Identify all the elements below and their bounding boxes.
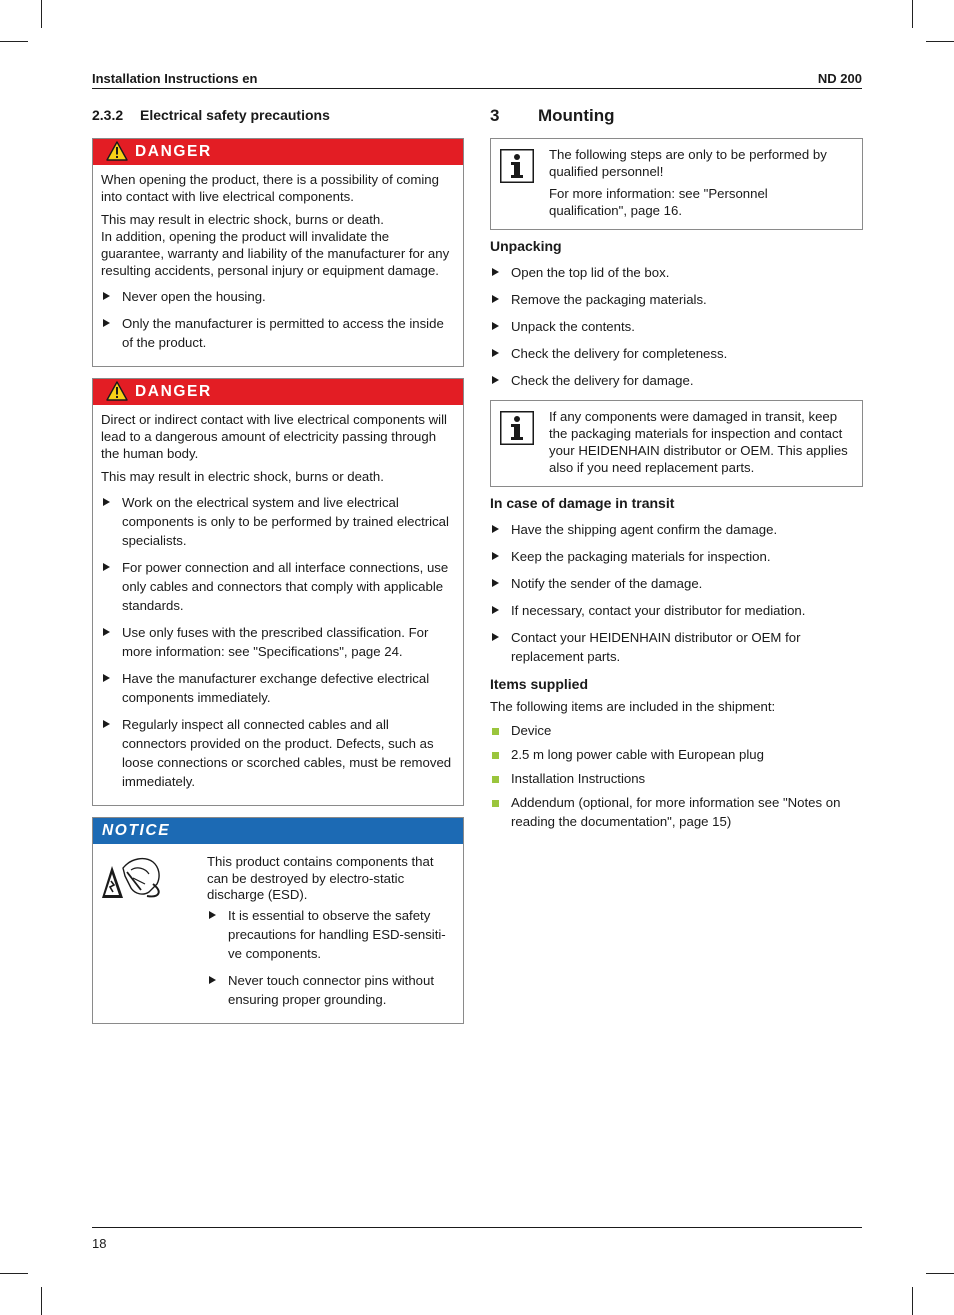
header-doc-title: Installation Instructions en: [92, 71, 258, 86]
section-number: 2.3.2: [92, 107, 124, 123]
damage-heading: In case of damage in transit: [490, 495, 675, 511]
info-text: For more information: see "Personnel qualification", page 16.: [549, 186, 768, 218]
list-item: For power connection and all interface connections, use only cables and connectors that comply with applicable standards.: [101, 558, 455, 615]
info-icon: [500, 411, 534, 445]
list-item: Unpack the contents.: [490, 317, 863, 336]
crop-mark: [41, 0, 42, 28]
danger-body: [93, 165, 463, 366]
list-item: 2.5 m long power cable with European plug: [490, 745, 863, 764]
danger-list: [101, 493, 455, 791]
danger-body: [93, 405, 463, 805]
crop-mark: [926, 1273, 954, 1274]
list-item: Contact your HEIDENHAIN distributor or OEM for replacement parts.: [490, 628, 863, 666]
damage-list: [490, 520, 863, 666]
danger-label: DANGER: [135, 383, 212, 400]
info-box-qualification: [490, 138, 863, 230]
list-item: Check the delivery for completeness.: [490, 344, 863, 363]
info-box-damage: [490, 400, 863, 487]
danger-text: Direct or indirect contact with live electrical components will lead to a dangerous amount of electricity passing through the human body.: [101, 412, 447, 461]
section-title: Electrical safety precautions: [140, 107, 330, 123]
danger-list: [101, 287, 455, 352]
supplied-intro: The following items are included in the shipment:: [490, 699, 776, 714]
list-item: Addendum (optional, for more information see "Notes on reading the documentation", page 15): [490, 793, 863, 831]
crop-mark: [0, 1273, 28, 1274]
page-number: 18: [92, 1236, 107, 1251]
danger-box-2: [92, 378, 464, 806]
supplied-list: [490, 721, 863, 831]
unpacking-list: [490, 263, 863, 390]
list-item: Only the manufacturer is permitted to access the inside of the product.: [101, 314, 455, 352]
list-item: If necessary, contact your distributor for mediation.: [490, 601, 863, 620]
page-header: [92, 68, 862, 89]
notice-box: [92, 817, 464, 1024]
danger-text: In addition, opening the product will invalidate the guarantee, warranty and liability of the manufacturer for any resulting accidents, personal injury or equipment damage.: [101, 229, 450, 278]
warning-triangle-icon: [106, 141, 128, 161]
footer-divider: [92, 1227, 862, 1228]
info-text: If any components were damaged in transit, keep the packaging materials for inspection and contact your HEIDENHAIN distributor or OEM. This applies also if you need replacement parts.: [549, 409, 848, 475]
list-item: Never touch connector pins without ensuring proper grounding.: [207, 971, 455, 1009]
section-heading: [92, 107, 464, 124]
list-item: Have the shipping agent confirm the damage.: [490, 520, 863, 539]
crop-mark: [912, 1287, 913, 1315]
header-product: ND 200: [817, 71, 862, 86]
left-column: [92, 105, 464, 1035]
notice-body: [93, 844, 463, 1023]
right-column: [490, 105, 863, 836]
danger-text: This may result in electric shock, burns or death.: [101, 469, 384, 484]
list-item: Installation Instructions: [490, 769, 863, 788]
notice-header: [93, 818, 463, 844]
crop-mark: [912, 0, 913, 28]
danger-header: [93, 379, 463, 405]
list-item: Use only fuses with the prescribed classification. For more information: see "Specifications", page 24.: [101, 623, 455, 661]
notice-text: This product contains components that can be destroyed by electro-static discharge (ESD).: [207, 854, 434, 902]
list-item: Open the top lid of the box.: [490, 263, 863, 282]
crop-mark: [926, 41, 954, 42]
danger-text: When opening the product, there is a possibility of coming into contact with live electrical components.: [101, 172, 439, 204]
list-item: Never open the housing.: [101, 287, 455, 306]
esd-icon: [101, 848, 207, 1015]
unpacking-heading: Unpacking: [490, 238, 562, 254]
list-item: It is essential to observe the safety precautions for handling ESD-sensiti-ve components.: [207, 906, 455, 963]
section-title: Mounting: [538, 106, 615, 125]
list-item: Work on the electrical system and live electrical components is only to be performed by trained electrical specialists.: [101, 493, 455, 550]
section-heading: [490, 107, 863, 124]
list-item: Keep the packaging materials for inspection.: [490, 547, 863, 566]
supplied-heading: Items supplied: [490, 676, 589, 692]
info-icon: [500, 149, 534, 183]
list-item: Device: [490, 721, 863, 740]
notice-list: [207, 906, 455, 1009]
danger-box-1: [92, 138, 464, 367]
list-item: Notify the sender of the damage.: [490, 574, 863, 593]
section-number: 3: [490, 106, 500, 125]
info-text: The following steps are only to be performed by qualified personnel!: [549, 147, 827, 179]
danger-header: [93, 139, 463, 165]
list-item: Have the manufacturer exchange defective electrical components immediately.: [101, 669, 455, 707]
danger-text: This may result in electric shock, burns or death.: [101, 212, 384, 227]
list-item: Regularly inspect all connected cables and all connectors provided on the product. Defects, such as loose connections or scorched cables, must be removed immediately.: [101, 715, 455, 791]
crop-mark: [41, 1287, 42, 1315]
crop-mark: [0, 41, 28, 42]
danger-label: DANGER: [135, 143, 212, 160]
list-item: Remove the packaging materials.: [490, 290, 863, 309]
notice-content: [207, 848, 455, 1015]
warning-triangle-icon: [106, 381, 128, 401]
list-item: Check the delivery for damage.: [490, 371, 863, 390]
notice-label: NOTICE: [102, 822, 171, 839]
